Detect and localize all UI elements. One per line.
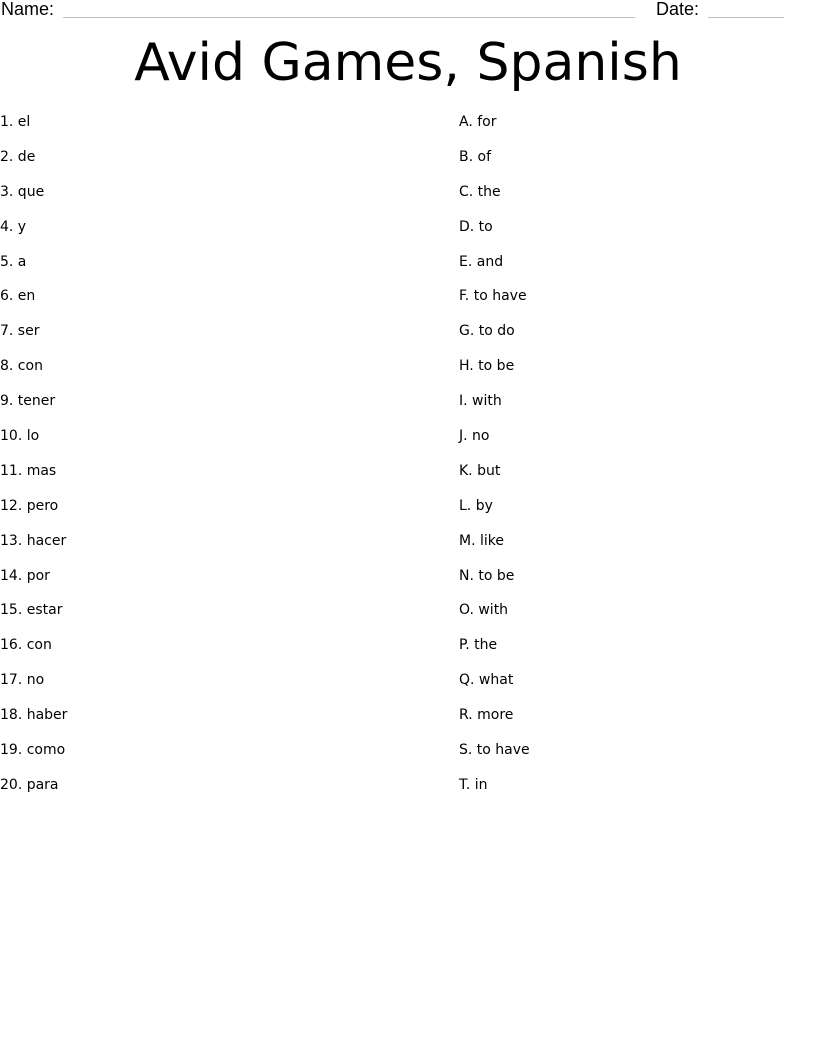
term-item: 20. para: [0, 776, 59, 793]
name-label: Name:: [1, 0, 55, 19]
definition-item: M. like: [459, 532, 504, 549]
definition-item: Q. what: [459, 672, 514, 689]
header-row: [0, 0, 816, 24]
term-item: 2. de: [0, 148, 36, 165]
date-label: Date:: [656, 0, 700, 19]
page-title: Avid Games, Spanish: [134, 33, 682, 93]
name-input-line[interactable]: [63, 17, 635, 18]
definition-item: D. to: [459, 218, 493, 235]
term-item: 4. y: [0, 218, 27, 235]
definition-item: R. more: [459, 707, 514, 724]
term-item: 3. que: [0, 183, 45, 200]
term-item: 14. por: [0, 567, 50, 584]
definition-item: I. with: [459, 393, 502, 410]
definitions-column: [459, 112, 530, 810]
definition-item: L. by: [459, 497, 493, 514]
term-item: 9. tener: [0, 393, 56, 410]
term-item: 11. mas: [0, 462, 57, 479]
term-item: 8. con: [0, 358, 43, 375]
definition-item: H. to be: [459, 358, 515, 375]
term-item: 10. lo: [0, 428, 40, 445]
definition-item: C. the: [459, 183, 501, 200]
term-item: 12. pero: [0, 497, 59, 514]
terms-column: [0, 112, 67, 810]
term-item: 17. no: [0, 672, 45, 689]
definition-item: N. to be: [459, 567, 515, 584]
definition-item: O. with: [459, 602, 509, 619]
term-item: 5. a: [0, 253, 27, 270]
date-input-line[interactable]: [708, 17, 784, 18]
term-item: 16. con: [0, 637, 52, 654]
term-item: 18. haber: [0, 707, 68, 724]
definition-item: K. but: [459, 462, 501, 479]
definition-item: P. the: [459, 637, 498, 654]
definition-item: F. to have: [459, 288, 527, 305]
term-item: 7. ser: [0, 323, 40, 340]
definition-item: T. in: [459, 776, 488, 793]
definition-item: A. for: [459, 114, 497, 130]
definition-item: J. no: [459, 428, 490, 445]
definition-item: G. to do: [459, 323, 515, 340]
definition-item: B. of: [459, 148, 491, 165]
term-item: 15. estar: [0, 602, 63, 619]
term-item: 19. como: [0, 742, 66, 759]
term-item: 6. en: [0, 288, 36, 305]
term-item: 13. hacer: [0, 532, 67, 549]
definition-item: E. and: [459, 253, 504, 270]
definition-item: S. to have: [459, 742, 530, 759]
term-item: 1. el: [0, 114, 31, 130]
